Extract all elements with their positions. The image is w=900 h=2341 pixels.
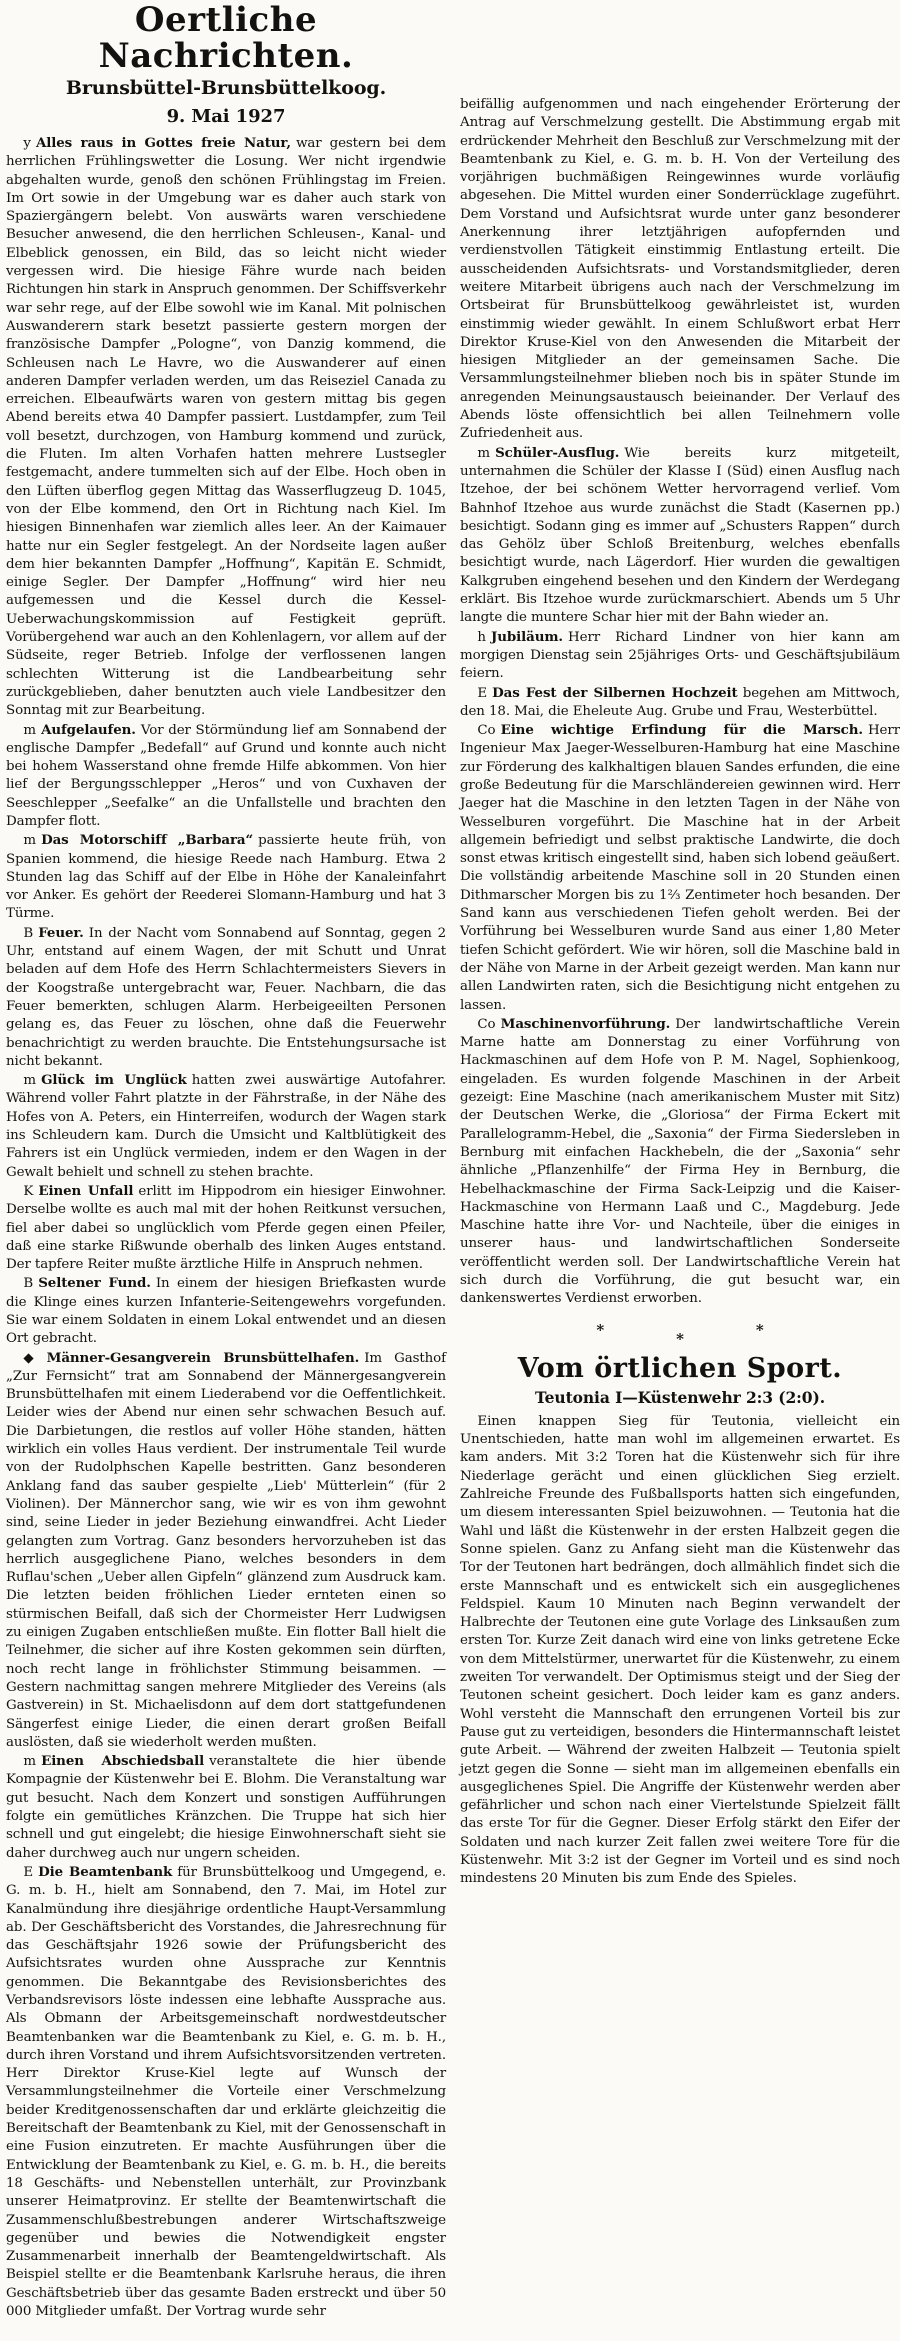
paragraph-lead: Männer-Gesangverein Brunsbüttelhafen. — [46, 1349, 360, 1366]
paragraph-mark: m — [23, 722, 37, 738]
article-fire — [6, 924, 446, 1071]
paragraph-text: war gestern bei dem herrlichen Frühlingswetter die Losung. Wer nicht irgendwie abgehalten wurde, genoß den schönen Frühlingstag im Freien. Im Ort sowie in der Umgebung war es daher auch stark von Spaziergängern belebt. Von auswärts waren verschiedene Besucher anwesend, die den herrlichen Schleusen-, Kanal- und Elbeblick genossen, ein Bild, das so leicht nicht wieder vergessen wird. Die hiesige Fähre wurde nach beiden Richtungen hin stark in Anspruch genommen. Der Schiffsverkehr war sehr rege, auf der Elbe sowohl wie im Kanal. Mit polnischen Auswanderern stark besetzt passierte gestern morgen der französische Dampfer „Pologne“, von Danzig kommend, die Schleusen nach Le Havre, wo die Auswanderer auf einen anderen Dampfer verladen werden, um das Reiseziel Canada zu erreichen. Elbeaufwärts waren von gestern mittag bis gegen Abend bereits etwa 40 Dampfer passiert. Lustdampfer, zum Teil voll besetzt, durchzogen, von Hamburg kommend und zurück, die Fluten. Im alten Vorhafen hatten mehrere Lustsegler festgemacht, andere tummelten sich auf der Elbe. Hoch oben in den Lüften überflog gegen Mittag das Wasserflugzeug D. 1045, von der Elbe kommend, den Ort in Richtung nach Kiel. Im hiesigen Binnenhafen war ziemlich alles leer. An der Kaimauer hatte nur ein Segler festgelegt. An der Nordseite lagen außer dem hier bekannten Dampfer „Hoffnung“, Kapitän E. Schmidt, einige Segler. Der Dampfer „Hoffnung“ wird hier neu aufgemessen und die Kessel durch die Kessel-Ueberwachungskommission auf Festigkeit geprüft. Vorübergehend war auch an den Kohlenlagern, vor allem auf der Südseite, reger Betrieb. Infolge der verflossenen langen schlechten Witterung ist die Landbearbeitung sehr zurückgeblieben, daher benutzten auch viele Landbesitzer den Sonntag mit zur Bearbeitung. — [6, 136, 446, 719]
paragraph-mark: B — [23, 925, 34, 941]
paragraph-lead: Glück im Unglück — [41, 1072, 187, 1089]
paragraph-mark: h — [477, 629, 486, 645]
paragraph-mark: m — [23, 1073, 37, 1089]
paragraph-lead: Jubiläum. — [491, 628, 563, 645]
paragraph-lead: Eine wichtige Erfindung für die Marsch. — [500, 722, 863, 739]
article-machine-demonstration — [460, 1015, 900, 1309]
article-beamtenbank — [6, 1863, 446, 2321]
article-rare-find — [6, 1274, 446, 1348]
article-beamtenbank-continued — [460, 95, 900, 444]
paragraph-lead: Alles raus in Gottes freie Natur, — [35, 135, 291, 151]
article-riding-accident — [6, 1182, 446, 1274]
paragraph-text: Einen knappen Sieg für Teutonia, vielleicht ein Unentschieden, hatte man wohl im allgemeinen erwartet. Es kam anders. Mit 3:2 Toren hat die Küstenwehr sich für ihre Niederlage gerächt und einen glücklichen Sieg erzielt. Zahlreiche Freunde des Fußballsports hatten sich eingefunden, um diesem interessanten Spiel beizuwohnen. — Teutonia hat die Wahl und läßt die Küstenwehr in der ersten Halbzeit gegen die Sonne spielen. Ganz zu Anfang sieht man die Küstenwehr das Tor der Teutonen hart bedrängen, doch allmählich findet sich die erste Mannschaft und es entwickelt sich ein ausgeglichenes Feldspiel. Kaum 10 Minuten nach Beginn verwandelt der Halbrechte der Teutonen eine gute Vorlage des Linksaußen zum ersten Tor. Kurze Zeit danach wird eine von links getretene Ecke von dem Mittelstürmer, unerwartet für die Küstenwehr, zu einem zweiten Tor verwandelt. Der Optimismus steigt und der Sieg der Teutonen scheint gesichert. Doch leider kam es ganz anders. Wohl versteht die Mannschaft den errungenen Vorteil bis zur Pause gut zu verteidigen, besonders die Hintermannschaft leistet gute Arbeit. — Während der zweiten Halbzeit — Teutonia spielt jetzt gegen die Sonne — sieht man im allgemeinen ebenfalls ein ausgeglichenes Spiel. Die Angriffe der Küstenwehr werden aber gefährlicher und schon nach einer Viertelstunde Spielzeit fällt das erste Tor für die Gegner. Dieser Erfolg stärkt den Eifer der Soldaten und nach kurzer Zeit fallen zwei weitere Tore für die Küstenwehr. Mit 3:2 ist der Gegner im Vorteil und es sind noch mindestens 20 Minuten bis zum Ende des Spieles. — [460, 1413, 900, 1887]
paragraph-text: Herr Richard Lindner von hier kann am morgigen Dienstag sein 25jähriges Orts- und Geschäftsjubiläum feiern. — [460, 629, 900, 682]
paragraph-lead: Einen Abschiedsball — [41, 1753, 205, 1770]
paragraph-mark: Co — [477, 723, 496, 739]
paragraph-mark: K — [23, 1183, 34, 1199]
sport-section-title: Vom örtlichen Sport. — [517, 1352, 843, 1384]
paragraph-lead: Das Motorschiff „Barbara“ — [41, 832, 254, 849]
article-choir-evening — [6, 1349, 446, 1753]
newspaper-column-right — [460, 2, 900, 2321]
sport-match-result: Teutonia I—Küstenwehr 2:3 (2:0). — [534, 1387, 826, 1407]
paragraph-text: begehen am Mittwoch, den 18. Mai, die Eheleute Aug. Grube und Frau, Westerbüttel. — [460, 685, 900, 719]
page-date: 9. Mai 1927 — [166, 106, 286, 127]
paragraph-lead: Das Fest der Silbernen Hochzeit — [492, 684, 738, 701]
paragraph-text: Wie bereits kurz mitgeteilt, unternahmen die Schüler der Klasse I (Süd) einen Ausflug nach Itzehoe, der bei schönem Wetter hervorragend verlief. Vom Bahnhof Itzehoe aus wurde zunächst die Stadt (Kasernen pp.) besichtigt. Sodann ging es immer auf „Schusters Rappen“ durch das Gehölz über Schloß Breitenburg, welches ebenfalls besichtigt wurde, nach Lägerdorf. Hier wurden die gewaltigen Kalkgruben eingehend besehen und den Kindern der Werdegang erklärt. Bis Itzehoe wurde zurückmarschiert. Abends um 5 Uhr langte die muntere Schar hier mit der Bahn wieder an. — [460, 445, 900, 626]
paragraph-text: veranstaltete die hier übende Kompagnie der Küstenwehr bei E. Blohm. Die Veranstaltung war gut besucht. Nach dem Konzert und sonstigen Aufführungen folgte ein gemütliches Kränzchen. Die Truppe hat sich hier schnell und gut eingelebt; die hiesige Einwohnerschaft sieht sie daher durchweg auch nur ungern scheiden. — [6, 1754, 446, 1861]
paragraph-lead: Aufgelaufen. — [41, 721, 136, 738]
diamond-mark-icon: ◆ — [23, 1350, 42, 1366]
article-motorship-barbara — [6, 831, 446, 923]
paragraph-mark: E — [477, 685, 488, 701]
article-lucky-drivers — [6, 1071, 446, 1182]
paragraph-lead: Schüler-Ausflug. — [495, 444, 620, 461]
paragraph-text: Herr Ingenieur Max Jaeger-Wesselburen-Hamburg hat eine Maschine zur Förderung des kalkhaltigen blauen Sandes erfunden, die eine große Bedeutung für die Marschländereien gewinnen wird. Herr Jaeger hat die Maschine in den letzten Tagen in der Nähe von Wesselburen vorgeführt. Die Maschine hat in der Arbeit allgemein befriedigt und selbst praktische Landwirte, die doch sonst etwas kritisch eingestellt sind, haben sich lobend geäußert. Die vollständig arbeitende Maschine soll in 20 Stunden einen Dithmarscher Morgen bis zu 1⅔ Zentimeter hoch besanden. Der Sand kann aus verschiedenen Tiefen geholt werden. Bei der Vorführung bei Wesselburen wurde Sand aus einer 1,80 Meter tiefen Schicht gefördert. Wie wir hören, soll die Maschine bald in der Nähe von Marne in der Arbeit gezeigt werden. Man kann nur allen Landwirten raten, sich die Besichtigung nicht entgehen zu lassen. — [460, 723, 900, 1013]
article-silver-wedding — [460, 684, 900, 722]
paragraph-mark: E — [23, 1864, 34, 1880]
paragraph-mark: Co — [477, 1016, 496, 1032]
newspaper-column-left — [6, 2, 446, 2321]
page-title: Oertliche Nachrichten. — [98, 0, 354, 76]
paragraph-text: beifällig aufgenommen und nach eingehender Erörterung der Antrag auf Verschmelzung gestellt. Die Abstimmung ergab mit erdrückender Mehrheit den Beschluß zur Verschmelzung mit der Beamtenbank zu Kiel, e. G. m. b. H. Von der Verteilung des vorjährigen buchmäßigen Reingewinnes wurde vorläufig abgesehen. Die Mittel wurden einer Sonderrücklage zugeführt. Dem Vorstand und Aufsichtsrat wurde unter ganz besonderer Anerkennung ihrer letztjährigen aufopfernden und verdienstvollen Tätigkeit einstimmig Entlastung erteilt. Die ausscheidenden Aufsichtsrats- und Vorstandsmitglieder, deren weitere Mitarbeit übrigens auch nach der Verschmelzung im Ortsbeirat für Brunsbüttelkoog gewährleistet ist, wurden einstimmig wieder gewählt. In einem Schlußwort erbat Herr Direktor Kruse-Kiel von den Anwesenden die Mitarbeit der hiesigen Mitglieder an der gemeinsamen Sache. Die Versammlungsteilnehmer blieben noch bis in später Stunde im anregenden Meinungsaustausch beieinander. Der Verlauf des Abends löste offensichtlich bei allen Teilnehmern volle Zufriedenheit aus. — [460, 97, 900, 442]
article-spring-weather — [6, 134, 446, 721]
paragraph-text: Vor der Störmündung lief am Sonnabend der englische Dampfer „Bedefall“ auf Grund und konnte auch nicht bei hohem Wasserstand ohne fremde Hilfe abkommen. Von hier lief der Bergungsschlepper „Heros“ und von Cuxhaven der Seeschlepper „Seefalke“ an die Unfallstelle und brachten den Dampfer flott. — [6, 722, 446, 829]
article-farewell-ball — [6, 1752, 446, 1863]
paragraph-text: für Brunsbüttelkoog und Umgegend, e. G. m. b. H., hielt am Sonnabend, den 7. Mai, im Hotel zur Kanalmündung ihre diesjährige ordentliche Haupt-Versammlung ab. Der Geschäftsbericht des Vorstandes, die Jahresrechnung für das Geschäftsjahr 1926 sowie der Prüfungsbericht des Aufsichtsrates wurden ohne Aussprache zur Kenntnis genommen. Die Bekanntgabe des Revisionsberichtes des Verbandsrevisors löste indessen eine lebhafte Aussprache aus. Als Obmann der Arbeitsgemeinschaft nordwestdeutscher Beamtenbanken war die Beamtenbank zu Kiel, e. G. m. b. H., durch ihren Vorstand und ihrem Aufsichtsvorsitzenden vertreten. Herr Direktor Kruse-Kiel legte auf Wunsch der Versammlungsteilnehmer die Vorteile einer Verschmelzung beider Kreditgenossenschaften dar und erklärte gleichzeitig die Bereitschaft der Beamtenbank zu Kiel, mit der Genossenschaft in eine Fusion einzutreten. Er machte Ausführungen über die Entwicklung der Beamtenbank zu Kiel, e. G. m. b. H., die bereits 18 Geschäfts- und Nebenstellen unterhält, zur Provinzbank unserer Heimatprovinz. Er stellte der Beamtenwirtschaft die Zusammenschlußbestrebungen anderer Wirtschaftszweige gegenüber und bewies die Notwendigkeit engster Zusammenarbeit innerhalb der Beamtengeldwirtschaft. Als Beispiel stellte er die Beamtenbank Karlsruhe heraus, die ihren Geschäftsbetrieb über das gesamte Baden erstreckt und über 50 000 Mitglieder umfaßt. Der Vortrag wurde sehr — [6, 1864, 446, 2320]
paragraph-lead: Die Beamtenbank — [38, 1863, 173, 1880]
paragraph-text: passierte heute früh, von Spanien kommend, die hiesige Reede nach Hamburg. Etwa 2 Stunden lag das Schiff auf der Elbe in Höhe der Kanaleinfahrt vor Anker. Es gehört der Reederei Slomann-Hamburg und hat 3 Türme. — [6, 833, 446, 922]
asterisk-icon: * — [596, 1320, 605, 1339]
asterisk-icon: * — [755, 1320, 764, 1339]
article-jubilee — [460, 628, 900, 684]
asterisk-icon: * — [676, 1329, 684, 1348]
masthead — [6, 2, 446, 128]
sport-match-report — [460, 1413, 900, 1889]
page-subtitle: Brunsbüttel-Brunsbüttelkoog. — [65, 77, 387, 99]
paragraph-text: Im Gasthof „Zur Fernsicht“ trat am Sonnabend der Männergesangverein Brunsbüttelhafen mit einem Liederabend vor die Oeffentlichkeit. Leider wies der Abend nur einen sehr schwachen Besuch auf. Die Darbietungen, die restlos auf voller Höhe standen, hätten wirklich ein volles Haus verdient. Der instrumentale Teil wurde von der Rudolphschen Kapelle bestritten. Ganz besonderen Anklang fand das sauber gespielte „Lieb' Mütterlein“ (für 2 Violinen). Der Männerchor sang, wie wir es von ihm gewohnt sind, seine Lieder in jeder Beziehung einwandfrei. Acht Lieder gelangten zum Vortrag. Ganz besonders hervorzuheben ist das herrlich ausgeglichene Piano, welches besonders in dem Ruflau'schen „Ueber allen Gipfeln“ glänzend zum Ausdruck kam. Die letzten beiden fröhlichen Lieder ernteten einen so stürmischen Beifall, daß sich der Chormeister Herr Ludwigsen zu einigen Zugaben entschließen mußte. Ein flotter Ball hielt die Teilnehmer, die sicher auf ihre Kosten gekommen sein dürften, noch recht lange in fröhlichster Stimmung beisammen. — Gestern nachmittag sangen mehrere Mitglieder des Vereins (als Gastverein) in St. Michaelisdonn auf dem dort stattgefundenen Sängerfest einige Lieder, die einen derart großen Beifall auslösten, daß sie wiederholt werden mußten. — [6, 1350, 446, 1750]
article-ship-aground — [6, 721, 446, 832]
paragraph-text: Der landwirtschaftliche Verein Marne hatte am Donnerstag zu einer Vorführung von Hackmaschinen auf dem Hofe von P. M. Nagel, Sophienkoog, eingeladen. Es wurden folgende Maschinen in der Arbeit gezeigt: Eine Maschine (nach amerikanischem Muster mit Sitz) der Deutschen Werke, die „Gloriosa“ der Firma Eckert mit Parallelogramm-Hebel, die „Saxonia“ der Firma Siedersleben in Bernburg mit einfachen Hackhebeln, die der „Saxonia“ sehr ähnliche „Pflanzenhilfe“ der Firma Hey in Bernburg, die Hebelhackmaschine der Firma Sack-Leipzig und die Kaiser-Hackmaschine von Hermann Laaß und C., Magdeburg. Jede Maschine hatte ihre Vor- und Nachteile, über die einiges in unserer haus- und landwirtschaftlichen Sonderseite veröffentlicht werden soll. Der Landwirtschaftliche Verein hat sich durch die Vorführung, die gut besucht war, ein dankenswertes Verdienst erworben. — [460, 1016, 900, 1307]
paragraph-text: In einem der hiesigen Briefkasten wurde die Klinge eines kurzen Infanterie-Seitengewehrs vorgefunden. Sie war einem Soldaten in einem Lokal entwendet und an diesen Ort gebracht. — [6, 1276, 446, 1347]
paragraph-lead: Feuer. — [38, 924, 84, 941]
paragraph-text: hatten zwei auswärtige Autofahrer. Während voller Fahrt platzte in der Fährstraße, in der Nähe des Hofes von A. Peters, ein Hinterreifen, wodurch der Wagen stark ins Schleudern kam. Durch die Umsicht und Kaltblütigkeit des Fahrers ist ein Unglück vermieden, indem er den Wagen in der Gewalt behielt und schnell zu stehen brachte. — [6, 1073, 446, 1180]
article-marsh-invention — [460, 721, 900, 1015]
paragraph-mark: m — [23, 833, 37, 849]
paragraph-lead: Einen Unfall — [38, 1182, 134, 1199]
paragraph-lead: Maschinenvorführung. — [500, 1015, 671, 1032]
paragraph-text: erlitt im Hippodrom ein hiesiger Einwohner. Derselbe wollte es auch mal mit der hohen Reitkunst versuchen, fiel aber dabei so unglücklich vom Pferde gegen einen Pfeiler, daß eine starke Rißwunde oberhalb des linken Auges entstand. Der tapfere Reiter mußte ärztliche Hilfe in Anspruch nehmen. — [6, 1183, 446, 1273]
paragraph-mark: m — [477, 445, 491, 461]
section-separator — [460, 1320, 900, 1348]
paragraph-mark: y — [23, 136, 31, 151]
paragraph-mark: B — [23, 1276, 34, 1292]
article-school-excursion — [460, 444, 900, 628]
paragraph-text: In der Nacht vom Sonnabend auf Sonntag, gegen 2 Uhr, entstand auf einem Wagen, der mit Schutt und Unrat beladen auf dem Hofe des Herrn Schlachtermeisters Sievers in der Koogstraße untergebracht war, Feuer. Nachbarn, die das Feuer bemerkten, schlugen Alarm. Herbeigeeilten Personen gelang es, das Feuer zu löschen, ohne daß die Feuerwehr benachrichtigt zu werden brauchte. Die Entstehungsursache ist nicht bekannt. — [6, 925, 446, 1069]
paragraph-mark: m — [23, 1754, 37, 1770]
paragraph-lead: Seltener Fund. — [38, 1275, 151, 1292]
